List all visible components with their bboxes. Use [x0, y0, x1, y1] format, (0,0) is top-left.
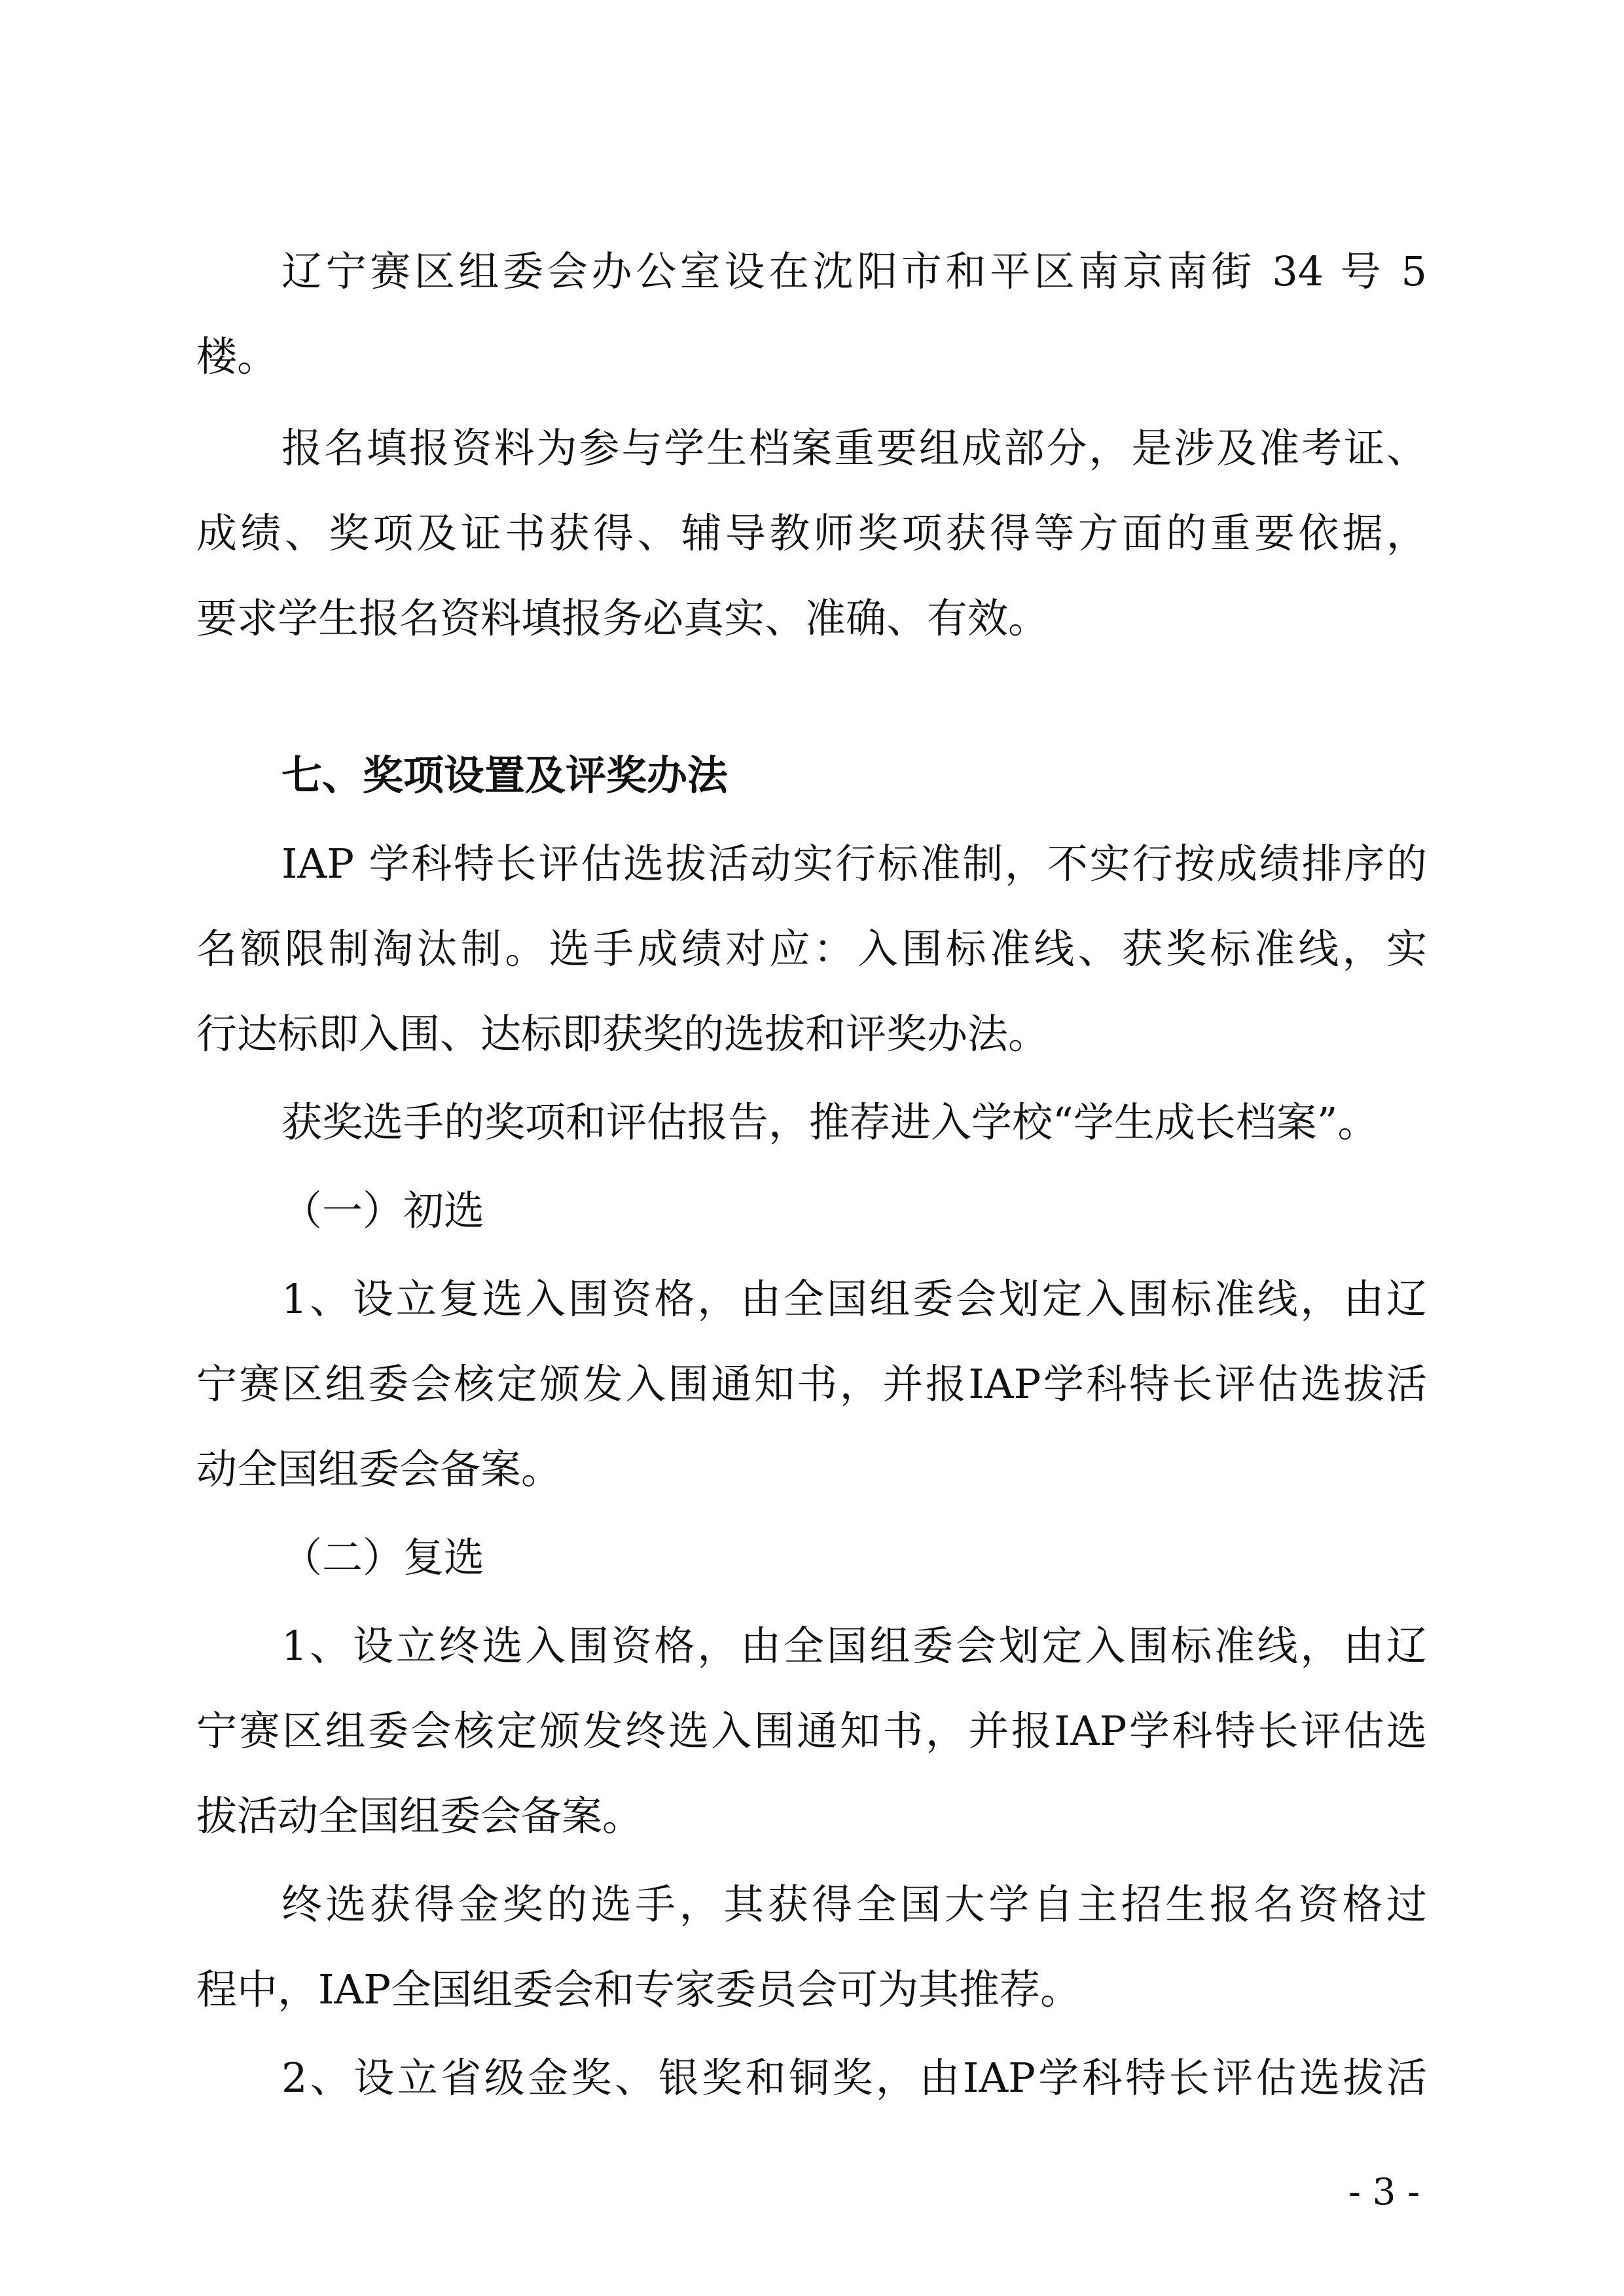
- paragraph-line: 成绩、奖项及证书获得、辅导教师奖项获得等方面的重要依据，: [196, 509, 1427, 557]
- paragraph-line: IAP 学科特长评估选拔活动实行标准制，不实行按成绩排序的: [281, 840, 1427, 888]
- section-heading: 七、奖项设置及评奖办法: [281, 751, 729, 799]
- paragraph-line: 1、设立复选入围资格，由全国组委会划定入围标准线，由辽: [281, 1275, 1427, 1323]
- paragraph-line: 获奖选手的奖项和评估报告，推荐进入学校“学生成长档案”。: [281, 1098, 1379, 1146]
- paragraph-line: 拔活动全国组委会备案。: [196, 1792, 643, 1840]
- paragraph-line: 名额限制淘汰制。选手成绩对应：入围标准线、获奖标准线，实: [196, 925, 1427, 973]
- page-number: - 3 -: [1348, 2171, 1420, 2214]
- subsection-heading: （二）复选: [281, 1534, 485, 1581]
- paragraph-line: 终选获得金奖的选手，其获得全国大学自主招生报名资格过: [281, 1880, 1427, 1928]
- paragraph-line: 辽宁赛区组委会办公室设在沈阳市和平区南京南街 34 号 5: [281, 247, 1427, 295]
- paragraph-line: 1、设立终选入围资格，由全国组委会划定入围标准线，由辽: [281, 1622, 1427, 1670]
- paragraph-line: 程中，IAP全国组委会和专家委员会可为其推荐。: [196, 1965, 1081, 2013]
- paragraph-line: 2、设立省级金奖、银奖和铜奖，由IAP学科特长评估选拔活: [281, 2054, 1427, 2102]
- paragraph-line: 宁赛区组委会核定颁发入围通知书，并报IAP学科特长评估选拔活: [196, 1360, 1427, 1408]
- paragraph-line: 行达标即入围、达标即获奖的选拔和评奖办法。: [196, 1010, 1049, 1058]
- paragraph-line: 楼。: [196, 332, 278, 380]
- paragraph-line: 报名填报资料为参与学生档案重要组成部分，是涉及准考证、: [281, 424, 1427, 472]
- subsection-heading: （一）初选: [281, 1187, 485, 1234]
- paragraph-line: 宁赛区组委会核定颁发终选入围通知书，并报IAP学科特长评估选: [196, 1707, 1427, 1755]
- paragraph-line: 动全国组委会备案。: [196, 1445, 562, 1493]
- paragraph-line: 要求学生报名资料填报务必真实、准确、有效。: [196, 594, 1049, 642]
